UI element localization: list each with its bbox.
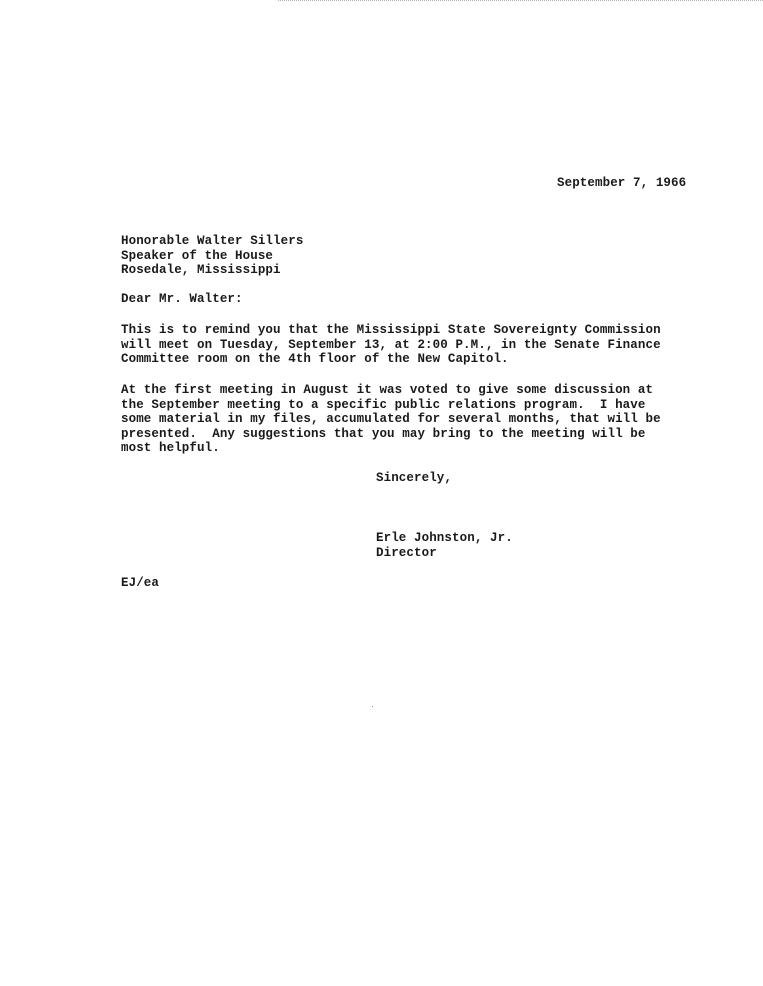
recipient-name: Honorable Walter Sillers (121, 234, 304, 248)
signer-title: Director (376, 546, 437, 560)
paragraph-line: This is to remind you that the Mississippi State Sovereignty Commission (121, 323, 661, 337)
paragraph-line: some material in my files, accumulated for several months, that will be (121, 412, 661, 427)
recipient-location: Rosedale, Mississippi (121, 263, 281, 277)
reference-initials: EJ/ea (121, 576, 160, 590)
signer-name: Erle Johnston, Jr. (376, 531, 513, 545)
page-top-border (278, 0, 763, 1)
paragraph-line: most helpful. (121, 441, 220, 456)
paragraph-line: presented. Any suggestions that you may bring to the meeting will be (121, 426, 646, 441)
salutation: Dear Mr. Walter: (121, 292, 243, 306)
letter-date: September 7, 1966 (557, 176, 687, 190)
paragraph-line: the September meeting to a specific public relations program. I have (121, 397, 646, 412)
recipient-title: Speaker of the House (121, 249, 274, 263)
paragraph-line: will meet on Tuesday, September 13, at 2:00 P.M., in the Senate Finance (121, 337, 661, 352)
paragraph-reminder (121, 323, 681, 367)
scan-speck (372, 706, 373, 707)
paragraph-line: Committee room on the 4th floor of the New Capitol. (121, 352, 509, 367)
paragraph-meeting (121, 383, 681, 456)
closing: Sincerely, (376, 471, 453, 485)
paragraph-line: At the first meeting in August it was voted to give some discussion at (121, 383, 654, 397)
